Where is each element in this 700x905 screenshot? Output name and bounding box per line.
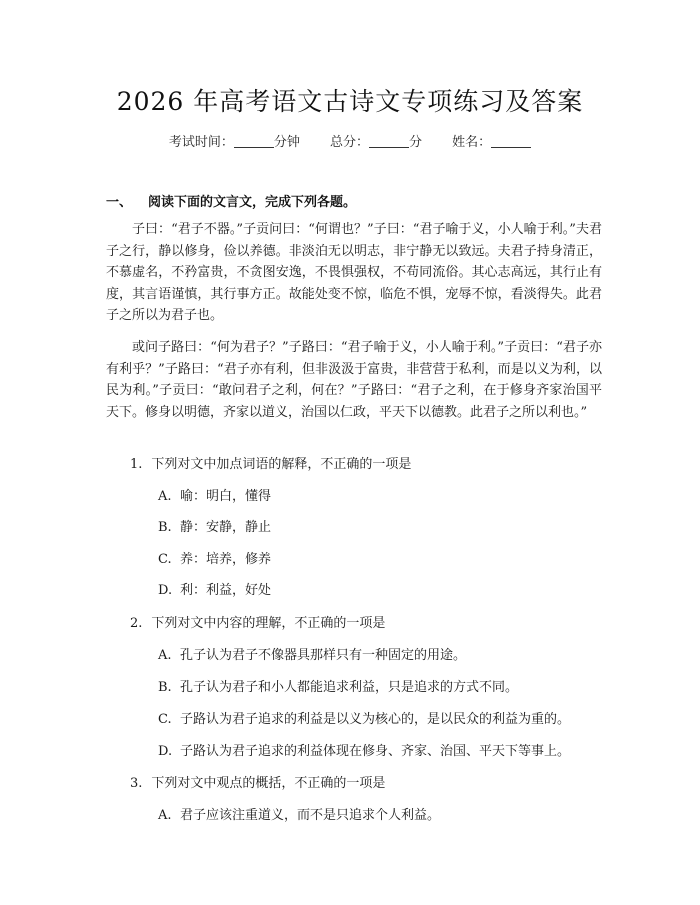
question-number: 2. (130, 616, 143, 631)
score-blank (369, 135, 409, 148)
option-text: 孔子认为君子不像器具那样只有一种固定的用途。 (180, 648, 467, 663)
name-blank (491, 135, 531, 148)
name-field (452, 131, 531, 150)
question-2-option-d (158, 740, 570, 759)
time-label: 考试时间： (168, 135, 234, 150)
question-text: 下列对文中观点的概括，不正确的一项是 (151, 776, 386, 791)
section-number: 一、 (106, 195, 133, 210)
question-3 (130, 772, 385, 791)
section-heading (106, 191, 356, 210)
option-text: 静：安静，静止 (180, 520, 272, 535)
question-2-option-b (158, 676, 518, 695)
option-text: 利：利益，好处 (180, 583, 272, 598)
option-label: A. (158, 648, 172, 663)
option-label: B. (158, 520, 172, 535)
option-label: C. (158, 552, 172, 567)
passage-paragraph: 或问子路曰：“何为君子？”子路曰：“君子喻于义，小人喻于利。”子贡曰：“君子亦有利乎？”子路曰：“君子亦有利，但非汲汲于富贵，非营营于私利，而是以义为利，以民为利。”子贡曰：“敢问君子之利，何在？”子路曰：“君子之利，在于修身齐家治国平天下。修身以明德，齐家以道义，治国以仁政，平天下以德教。此君子之所以利也。” (106, 340, 602, 420)
question-2-option-c (158, 708, 570, 727)
option-label: D. (158, 583, 173, 598)
option-text: 子路认为君子追求的利益体现在修身、齐家、治国、平天下等事上。 (180, 744, 571, 759)
page-title: 2026 年高考语文古诗文专项练习及答案 (116, 87, 584, 116)
question-3-option-a (158, 804, 440, 823)
time-unit: 分钟 (273, 135, 300, 150)
option-label: C. (158, 712, 172, 727)
question-text: 下列对文中加点词语的解释，不正确的一项是 (151, 457, 412, 472)
score-label: 总分： (329, 135, 369, 150)
name-label: 姓名： (452, 135, 492, 150)
option-text: 君子应该注重道义，而不是只追求个人利益。 (180, 808, 441, 823)
option-label: D. (158, 744, 173, 759)
question-number: 3. (130, 776, 143, 791)
time-field (169, 131, 300, 150)
question-1-option-a (158, 485, 271, 504)
question-1 (130, 453, 411, 472)
option-label: A. (158, 808, 172, 823)
option-text: 养：培养，修养 (180, 552, 272, 567)
question-1-option-d (158, 579, 271, 598)
passage-paragraph: 子曰：“君子不器。”子贡问曰：“何谓也？”子曰：“君子喻于义，小人喻于利。”夫君子之行，静以修身，俭以养德。非淡泊无以明志，非宁静无以致远。夫君子持身清正，不慕虚名，不矜富贵，不贪图安逸，不畏惧强权，不苟同流俗。其心志高远，其行止有度，其言语谨慎，其行事方正。故能处变不惊，临危不惧，宠辱不惊，看淡得失。此君子之所以为君子也。 (106, 222, 602, 324)
score-field (330, 131, 422, 150)
question-1-option-c (158, 548, 271, 567)
exam-meta (0, 131, 700, 150)
option-text: 孔子认为君子和小人都能追求利益，只是追求的方式不同。 (180, 680, 519, 695)
question-2-option-a (158, 644, 466, 663)
score-unit: 分 (409, 135, 423, 150)
question-number: 1. (130, 457, 143, 472)
time-blank (234, 135, 274, 148)
question-2 (130, 612, 385, 631)
option-text: 喻：明白，懂得 (180, 489, 272, 504)
question-text: 下列对文中内容的理解，不正确的一项是 (151, 616, 386, 631)
option-label: A. (158, 489, 172, 504)
section-title: 阅读下面的文言文，完成下列各题。 (148, 195, 357, 210)
option-label: B. (158, 680, 172, 695)
option-text: 子路认为君子追求的利益是以义为核心的，是以民众的利益为重的。 (180, 712, 571, 727)
question-1-option-b (158, 516, 271, 535)
